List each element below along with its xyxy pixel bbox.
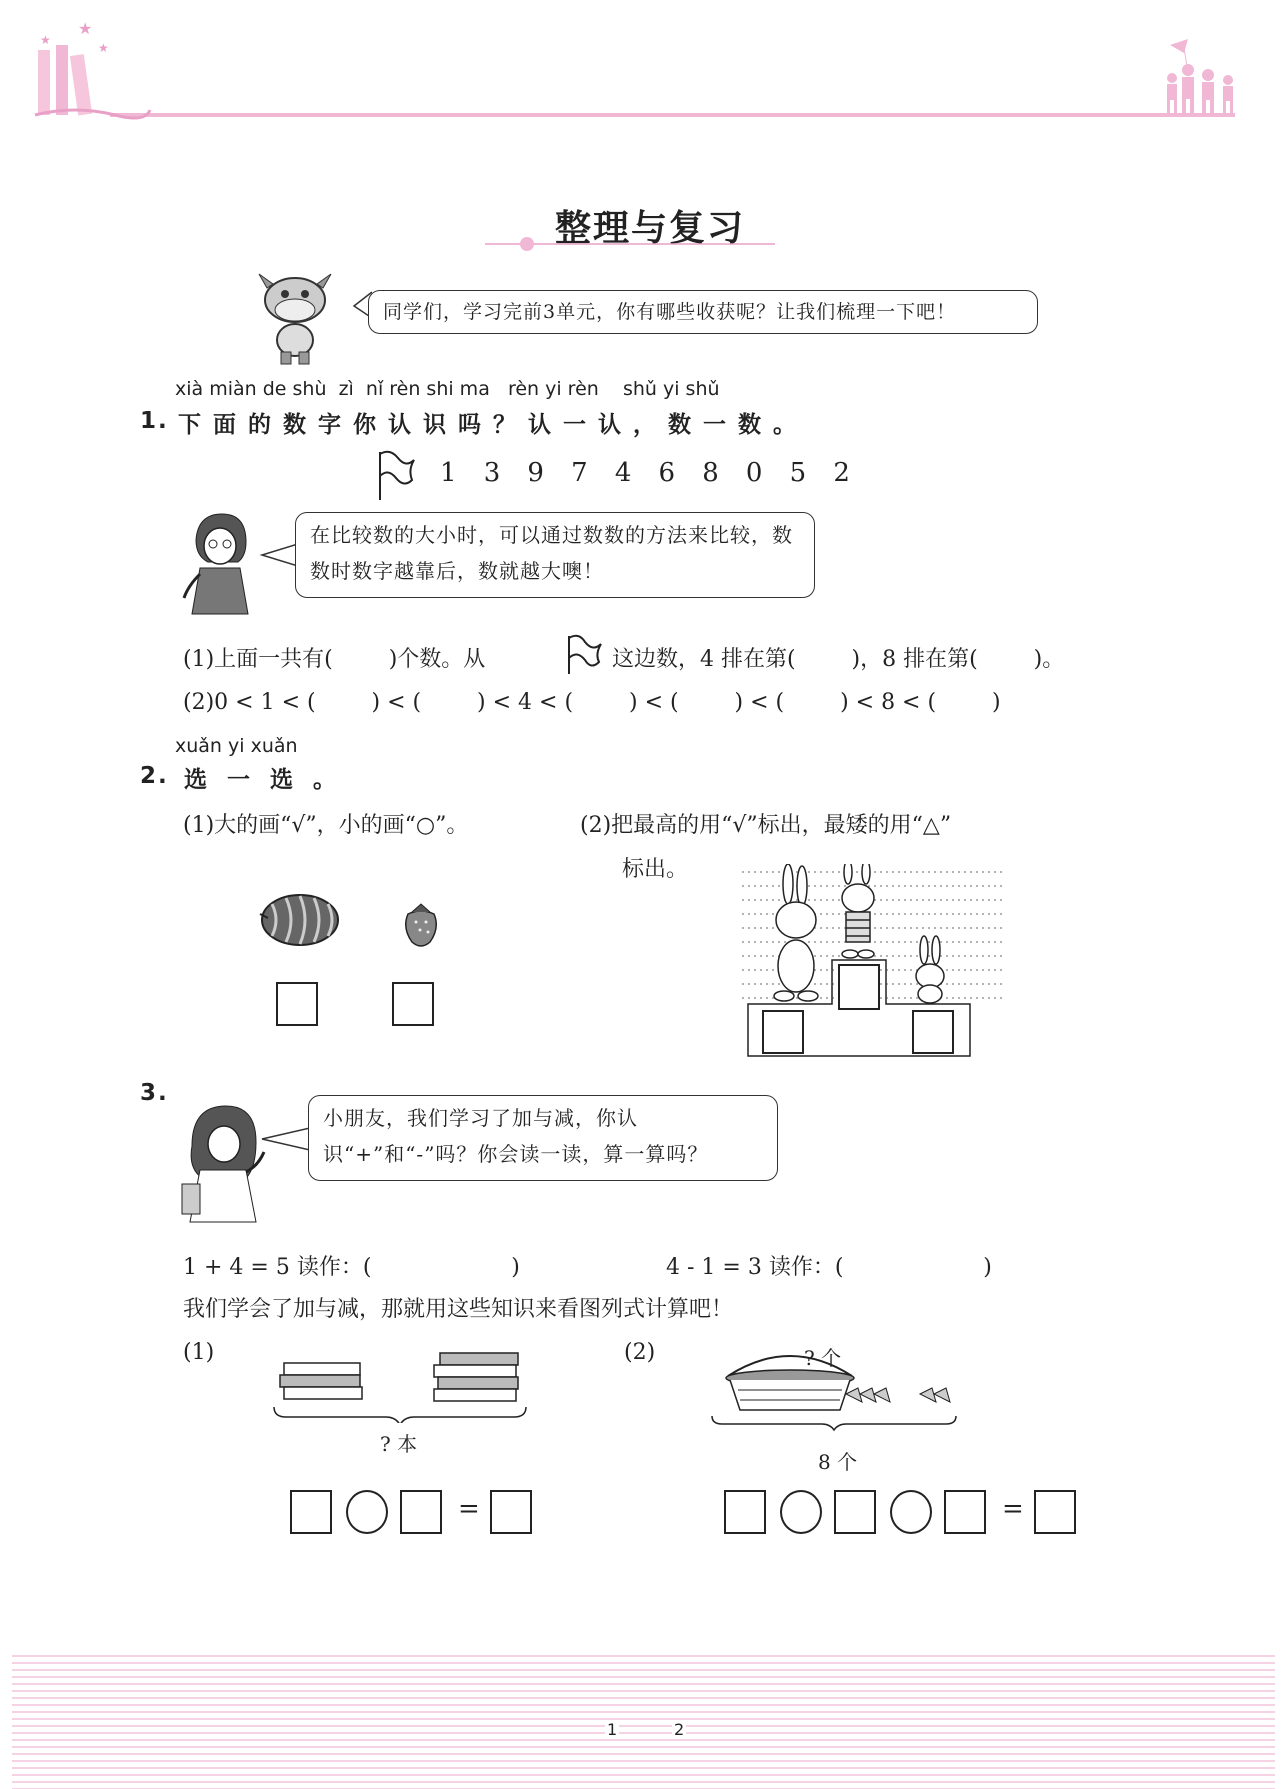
equals-sign: = xyxy=(1002,1494,1024,1524)
teacher-with-book-icon xyxy=(178,1100,270,1224)
operator-circle[interactable] xyxy=(346,1490,388,1534)
answer-box[interactable] xyxy=(276,982,318,1026)
q1-tip-bubble: 在比较数的大小时，可以通过数数的方法来比较，数数时数字越靠后，数就越大噢！ xyxy=(295,512,815,598)
answer-box-middle[interactable] xyxy=(838,964,880,1010)
bubble-tail-icon xyxy=(258,540,298,570)
q3-read2: 4 - 1 = 3 读作：( ) xyxy=(666,1255,992,1280)
answer-box-right[interactable] xyxy=(912,1010,954,1054)
flag-icon xyxy=(566,634,606,676)
equation-box[interactable] xyxy=(724,1490,766,1534)
q3-number: 3. xyxy=(140,1080,169,1106)
q2-sub2-line1: (2)把最高的用“√”标出，最矮的用“△” xyxy=(580,813,952,838)
svg-text:★: ★ xyxy=(40,33,51,47)
operator-circle[interactable] xyxy=(890,1490,932,1534)
page-number-left: 1 xyxy=(607,1720,618,1739)
footer-band xyxy=(12,1655,1275,1789)
q1-sub1-a: (1)上面一共有( )个数。从 xyxy=(183,647,486,672)
q1-sub2: (2)0 < 1 < ( ) < ( ) < 4 < ( ) < ( ) < ( ) < 8 < ( ) xyxy=(183,690,1001,715)
digit: 0 xyxy=(745,458,763,488)
q3-p2-top: ? 个 xyxy=(804,1346,842,1370)
digit: 2 xyxy=(833,458,850,488)
watermelon-icon xyxy=(258,890,343,948)
answer-box-left[interactable] xyxy=(762,1010,804,1054)
equation-box[interactable] xyxy=(944,1490,986,1534)
q1-number: 1. xyxy=(140,408,169,434)
intro-bubble: 同学们，学习完前3单元，你有哪些收获呢？让我们梳理一下吧！ xyxy=(368,290,1038,334)
page-number-right: 2 xyxy=(674,1720,685,1739)
digit: 7 xyxy=(571,458,588,488)
q3-p1-caption: ? 本 xyxy=(380,1432,418,1456)
flag-icon xyxy=(377,450,417,502)
equation-box[interactable] xyxy=(400,1490,442,1534)
title-underline xyxy=(485,236,775,252)
q2-number: 2. xyxy=(140,763,169,789)
q3-p1-label: (1) xyxy=(183,1340,215,1365)
svg-text:★: ★ xyxy=(78,19,93,38)
strawberry-icon xyxy=(400,900,442,950)
operator-circle[interactable] xyxy=(780,1490,822,1534)
q1-title: 下面的数字你认识吗？认一认，数一数。 xyxy=(178,412,808,438)
equation-result-box[interactable] xyxy=(490,1490,532,1534)
bubble-tail-icon xyxy=(258,1124,310,1154)
digit: 1 xyxy=(440,458,457,488)
digit: 3 xyxy=(483,458,501,488)
answer-box[interactable] xyxy=(392,982,434,1026)
basket-carrots-illustration xyxy=(708,1350,968,1436)
svg-text:★: ★ xyxy=(98,41,109,55)
digit: 4 xyxy=(614,458,632,488)
q2-title: 选一选。 xyxy=(184,767,356,793)
equation-box[interactable] xyxy=(290,1490,332,1534)
q2-pinyin: xuǎn yi xuǎn xyxy=(175,735,298,757)
q3-read1: 1 + 4 = 5 读作：( ) xyxy=(183,1255,520,1280)
q3-p2-label: (2) xyxy=(624,1340,656,1365)
page-title: 整理与复习 xyxy=(554,207,745,249)
books-brace-illustration xyxy=(270,1345,535,1423)
equation-box[interactable] xyxy=(834,1490,876,1534)
q2-sub2-line2: 标出。 xyxy=(622,857,689,882)
q1-pinyin: xià miàn de shù zì nǐ rèn shi ma rèn yi rèn shǔ yi shǔ xyxy=(175,378,720,400)
digit: 6 xyxy=(658,458,676,488)
digit: 9 xyxy=(527,458,544,488)
teacher-icon xyxy=(178,508,258,616)
q1-sub1-b: 这边数，4 排在第( )，8 排在第( )。 xyxy=(612,647,1065,672)
equals-sign: = xyxy=(458,1494,480,1524)
equation-result-box[interactable] xyxy=(1034,1490,1076,1534)
q3-bubble: 小朋友，我们学习了加与减，你认识“+”和“-”吗？你会读一读，算一算吗？ xyxy=(308,1095,778,1181)
q3-p2-caption: 8 个 xyxy=(818,1450,858,1474)
cow-mascot-icon xyxy=(255,270,335,366)
q3-instruction: 我们学会了加与减，那就用这些知识来看图列式计算吧！ xyxy=(183,1297,734,1322)
digit-row xyxy=(440,458,850,488)
header-logo-icon xyxy=(0,0,1287,130)
header-decoration xyxy=(0,0,1287,130)
digit: 8 xyxy=(702,458,719,488)
digit: 5 xyxy=(789,458,807,488)
q2-sub1: (1)大的画“√”，小的画“○”。 xyxy=(183,813,469,838)
